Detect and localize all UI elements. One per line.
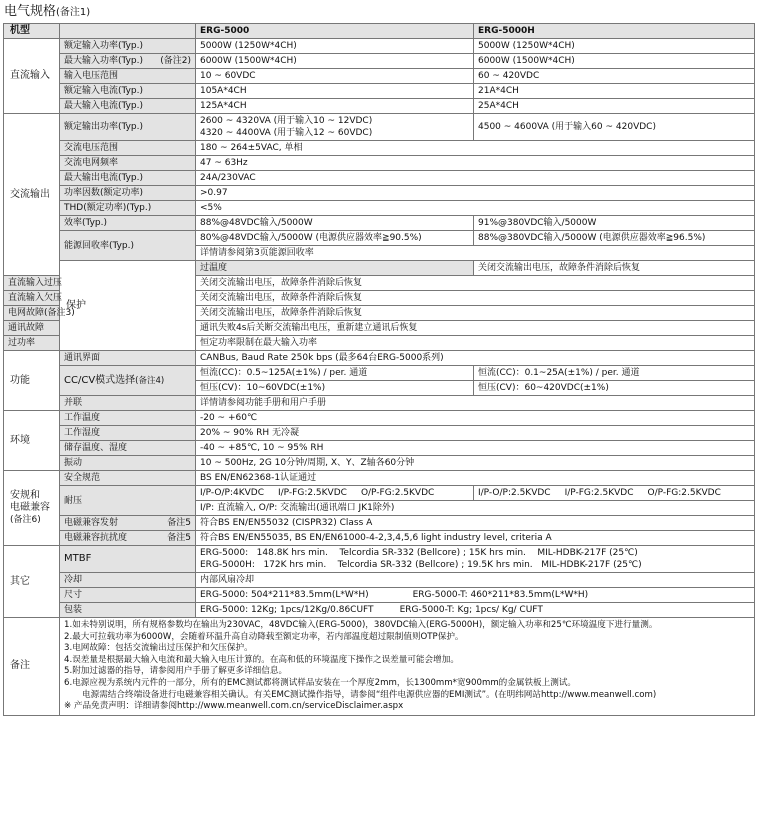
table-row: CC/CV模式选择(备注4) 恒流(CC)：0.5~125A(±1%) / per. 通道 恒流(CC)：0.1~25A(±1%) / per. 通道 [4,366,755,381]
model-label: 机型 [4,24,60,39]
table-row: 尺寸 ERG-5000: 504*211*83.5mm(L*W*H) ERG-5000-T: 460*211*83.5mm(L*W*H) [4,588,755,603]
table-row: 储存温度、湿度 -40 ~ +85℃, 10 ~ 95% RH [4,441,755,456]
notes-label: 备注 [4,618,60,716]
notes-body: 1.如未特别说明，所有规格参数均在输出为230VAC，48VDC输入(ERG-5000)，380VDC输入(ERG-5000H)，额定输入功率和25℃环境温度下进行量测。 2.最大可拉载功率为6000W，会随着环温升高自动降载至额定功率，若内部温度超过限制值则OTP保护。 3.电网故障：包括交流输出过压保护和欠压保护。 4.误差量是根据最大输入电流和最大输入电压计算的。在高和低的环境温度下操作之误差量可能会增加。 5.附加过滤器的指导，请参阅用户手册了解更多详细信息。 6.电源应视为系统内元件的一部分，所有的EMC测试都将测试样品安装在一个厚度2mm，长1300mm*宽900mm的金属铁板上测试。 电源需结合终端设备进行电磁兼容相关确认。有关EMC测试操作指导，请参阅“组件电源供应器的EMI测试”。(在明纬网站http://www.meanwell.com) ※ 产品免责声明：详细请参阅http://www.meanwell.com.cn/serviceDisclaimer.aspx [60,618,755,716]
table-row: 过功率 恒定功率限制在最大输入功率 [4,336,755,351]
group-safety-emc: 安规和 电磁兼容 (备注6) [4,471,60,546]
table-row: 功能 通讯界面 CANBus, Baud Rate 250k bps (最多64台ERG-5000系列) [4,351,755,366]
spec-table [3,23,755,716]
group-ac-output: 交流输出 [4,114,60,276]
table-row: 工作湿度 20% ~ 90% RH 无冷凝 [4,426,755,441]
table-row: 振动 10 ~ 500Hz, 2G 10分钟/周期, X、Y、Z轴各60分钟 [4,456,755,471]
table-row: 交流电网频率 47 ~ 63Hz [4,156,755,171]
group-others: 其它 [4,546,60,618]
table-row: 耐压 I/P-O/P:4KVDC I/P-FG:2.5KVDC O/P-FG:2.5KVDC I/P-O/P:2.5KVDC I/P-FG:2.5KVDC O/P-FG:2.5KVDC [4,486,755,501]
table-row: 输入电压范围 10 ~ 60VDC 60 ~ 420VDC [4,69,755,84]
table-row: 最大输出电流(Typ.) 24A/230VAC [4,171,755,186]
table-row: 额定输入电流(Typ.) 105A*4CH 21A*4CH [4,84,755,99]
table-row: 直流输入过压 关闭交流输出电压，故障条件消除后恢复 [4,276,755,291]
group-function: 功能 [4,351,60,411]
table-row: 其它 MTBF ERG-5000: 148.8K hrs min. Telcordia SR-332 (Bellcore) ; 15K hrs min. MIL-HDBK-217F (25℃) ERG-5000H: 172K hrs min. Telcordia SR-332 (Bellcore) ; 19.5K hrs min. MIL-HDBK-217F (25℃) [4,546,755,573]
table-row: 恒压(CV)：10~60VDC(±1%) 恒压(CV)：60~420VDC(±1%) [4,381,755,396]
group-protection: 保护 [60,261,196,351]
table-row: 并联 详情请参阅功能手册和用户手册 [4,396,755,411]
table-row: THD(额定功率)(Typ.) <5% [4,201,755,216]
group-dc-input: 直流输入 [4,39,60,114]
model-erg5000h: ERG-5000H [474,24,755,39]
table-row: 交流电压范围 180 ~ 264±5VAC, 单相 [4,141,755,156]
table-row: 安规和 电磁兼容 (备注6) 安全规范 BS EN/EN62368-1认证通过 [4,471,755,486]
page-title: 电气规格(备注1) [4,4,91,19]
model-erg5000: ERG-5000 [196,24,474,39]
table-row: 能源回收率(Typ.) 80%@48VDC输入/5000W (电源供应器效率≧90.5%) 88%@380VDC输入/5000W (电源供应器效率≧96.5%) [4,231,755,246]
table-row: 保护 过温度 关闭交流输出电压，故障条件消除后恢复 [4,261,755,276]
table-row: 电网故障(备注3) 关闭交流输出电压，故障条件消除后恢复 [4,306,755,321]
header-row [4,24,755,39]
table-row: 最大输入电流(Typ.) 125A*4CH 25A*4CH [4,99,755,114]
table-row: 最大输入功率(Typ.) (备注2) 6000W (1500W*4CH) 6000W (1500W*4CH) [4,54,755,69]
table-row: 环境 工作温度 -20 ~ +60℃ [4,411,755,426]
table-row: 通讯故障 通讯失败4s后关断交流输出电压，重新建立通讯后恢复 [4,321,755,336]
table-row: 直流输入欠压 关闭交流输出电压，故障条件消除后恢复 [4,291,755,306]
table-row: I/P: 直流输入, O/P: 交流输出(通讯端口 JK1除外) [4,501,755,516]
notes-row [4,618,755,716]
table-row: 电磁兼容抗扰度 备注5 符合BS EN/EN55035, BS EN/EN61000-4-2,3,4,5,6 light industry level, criteria A [4,531,755,546]
table-row: 交流输出 额定输出功率(Typ.) 2600 ~ 4320VA (用于输入10 ~ 12VDC) 4320 ~ 4400VA (用于输入12 ~ 60VDC) 4500 ~ 4600VA (用于输入60 ~ 420VDC) [4,114,755,141]
table-row: 功率因数(额定功率) >0.97 [4,186,755,201]
table-row: 效率(Typ.) 88%@48VDC输入/5000W 91%@380VDC输入/5000W [4,216,755,231]
title-note: (备注1) [56,7,91,18]
group-environment: 环境 [4,411,60,471]
table-row: 详情请参阅第3页能源回收率 [4,246,755,261]
table-row: 电磁兼容发射 备注5 符合BS EN/EN55032 (CISPR32) Class A [4,516,755,531]
table-row: 冷却 内部风扇冷却 [4,573,755,588]
table-row: 包装 ERG-5000: 12Kg; 1pcs/12Kg/0.86CUFT ERG-5000-T: Kg; 1pcs/ Kg/ CUFT [4,603,755,618]
table-row: 直流输入 额定输入功率(Typ.) 5000W (1250W*4CH) 5000W (1250W*4CH) [4,39,755,54]
